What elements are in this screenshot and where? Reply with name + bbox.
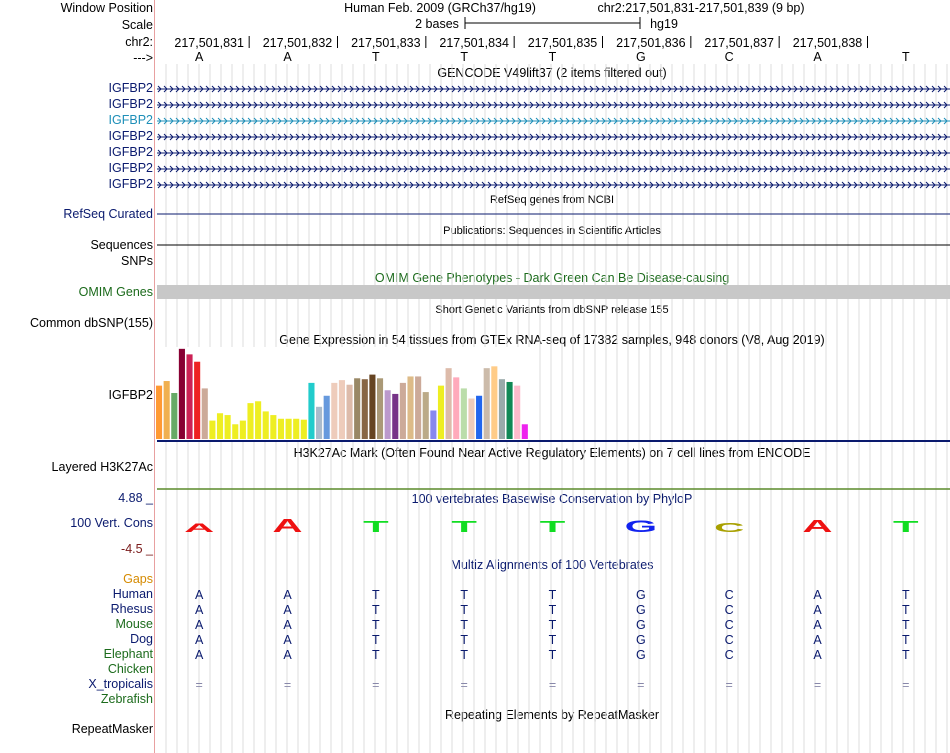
- alignment-base: T: [460, 588, 468, 602]
- strand-arrow-label: --->: [133, 51, 153, 65]
- alignment-base: A: [813, 618, 822, 632]
- ruler-label: 217,501,833: [351, 36, 421, 50]
- gtex-title: Gene Expression in 54 tissues from GTEx RNA-seq of 17382 samples, 948 donors (V8, Aug 2019): [279, 333, 825, 347]
- alignment-base: G: [635, 648, 646, 662]
- gtex-bar: [407, 376, 413, 439]
- species-label[interactable]: Dog: [130, 632, 153, 646]
- alignment-base: C: [724, 633, 734, 647]
- gencode-gene-arrows: [158, 150, 947, 156]
- gtex-bar: [217, 413, 223, 439]
- ruler-label: 217,501,836: [616, 36, 686, 50]
- gtex-bar: [476, 396, 482, 439]
- repeatmasker-title: Repeating Elements by RepeatMasker: [444, 708, 660, 722]
- base-letter: T: [372, 50, 380, 64]
- alignment-base: =: [902, 678, 910, 692]
- conservation-letter: T: [451, 517, 477, 536]
- alignment-base: T: [902, 648, 910, 662]
- dbsnp-title: Short Genetic Variants from dbSNP release 155: [435, 304, 669, 316]
- gtex-bar: [308, 383, 314, 439]
- gencode-gene-arrows: [158, 102, 947, 108]
- alignment-base: T: [548, 603, 557, 617]
- alignment-base: T: [460, 633, 468, 647]
- gtex-bar: [400, 383, 406, 439]
- alignment-base: T: [548, 648, 557, 662]
- gtex-bar: [446, 368, 452, 439]
- alignment-base: T: [902, 603, 910, 617]
- gtex-bar: [324, 396, 330, 439]
- multiz-title: Multiz Alignments of 100 Vertebrates: [450, 558, 654, 572]
- gtex-bg: [156, 347, 536, 441]
- gencode-gene-label[interactable]: IGFBP2: [108, 145, 153, 159]
- conservation-letter: G: [624, 516, 658, 536]
- alignment-base: =: [195, 678, 203, 692]
- alignment-base: A: [283, 618, 292, 632]
- alignment-base: =: [637, 678, 645, 692]
- h3k27ac-label[interactable]: Layered H3K27Ac: [51, 460, 153, 474]
- gtex-bar: [301, 420, 307, 439]
- alignment-base: A: [283, 603, 292, 617]
- gencode-gene-label[interactable]: IGFBP2: [108, 97, 153, 111]
- gtex-bar: [484, 368, 490, 439]
- gtex-bar: [270, 415, 276, 439]
- alignment-base: =: [460, 678, 468, 692]
- alignment-base: T: [372, 588, 380, 602]
- alignment-base: T: [460, 648, 468, 662]
- gtex-bar: [316, 407, 322, 439]
- gtex-bar: [164, 381, 170, 439]
- conservation-letter: T: [363, 517, 389, 536]
- cons-min-label: -4.5 _: [121, 542, 153, 556]
- conservation-letter: C: [714, 520, 745, 535]
- scale-db-text: hg19: [650, 17, 678, 31]
- species-label[interactable]: Chicken: [107, 662, 153, 676]
- alignment-base: T: [372, 618, 380, 632]
- gtex-bar: [293, 419, 299, 439]
- gencode-gene-label[interactable]: IGFBP2: [108, 81, 153, 95]
- gtex-bar: [438, 386, 444, 439]
- alignment-base: A: [813, 588, 822, 602]
- ruler-label: 217,501,834: [439, 36, 509, 50]
- position-text: chr2:217,501,831-217,501,839 (9 bp): [597, 1, 805, 15]
- gtex-bar: [331, 383, 337, 439]
- alignment-base: A: [194, 633, 204, 647]
- base-letter: T: [902, 50, 910, 64]
- gtex-bar: [194, 362, 200, 439]
- alignment-base: A: [813, 633, 822, 647]
- gtex-bar: [522, 424, 528, 439]
- alignment-base: G: [635, 633, 646, 647]
- gencode-gene-label[interactable]: IGFBP2: [108, 161, 153, 175]
- omim-label[interactable]: OMIM Genes: [78, 285, 153, 299]
- gencode-gene-label[interactable]: IGFBP2: [108, 113, 153, 127]
- gtex-bar: [156, 386, 162, 439]
- gencode-gene-arrows: [158, 134, 947, 140]
- ruler-label: 217,501,837: [704, 36, 774, 50]
- gtex-bar: [232, 424, 238, 439]
- cons-max-label: 4.88 _: [118, 491, 153, 505]
- gencode-gene-arrows: [158, 118, 947, 124]
- gtex-bar: [468, 399, 474, 439]
- gtex-bar: [225, 415, 231, 439]
- gtex-bar: [186, 354, 192, 439]
- gtex-bar: [286, 419, 292, 439]
- gtex-bar: [377, 378, 383, 439]
- phylop-title: 100 vertebrates Basewise Conservation by PhyloP: [411, 492, 693, 506]
- alignment-base: =: [283, 678, 292, 692]
- window-position-label: Window Position: [60, 1, 153, 15]
- alignment-base: A: [194, 603, 204, 617]
- gtex-bar: [499, 379, 505, 439]
- alignment-base: T: [902, 633, 910, 647]
- gencode-gene-label[interactable]: IGFBP2: [108, 129, 153, 143]
- base-letter: A: [283, 50, 292, 64]
- scale-label: Scale: [121, 18, 153, 32]
- base-letter: T: [460, 50, 468, 64]
- alignment-base: A: [813, 603, 822, 617]
- gtex-bar: [209, 421, 215, 439]
- ruler-label: 217,501,835: [527, 36, 598, 50]
- chr-label: chr2:: [125, 35, 153, 49]
- species-label[interactable]: Zebrafish: [100, 692, 153, 706]
- gtex-bar: [263, 411, 269, 439]
- alignment-base: T: [548, 588, 557, 602]
- alignment-base: =: [725, 678, 733, 692]
- gencode-gene-arrows: [158, 182, 947, 188]
- gtex-bar: [415, 376, 421, 439]
- dbsnp-label[interactable]: Common dbSNP(155): [30, 316, 153, 330]
- scale-bases-text: 2 bases: [415, 17, 459, 31]
- gtex-bar: [385, 390, 391, 439]
- alignment-base: T: [372, 603, 380, 617]
- alignment-base: =: [813, 678, 822, 692]
- gtex-bar: [255, 401, 261, 439]
- gtex-bar: [430, 410, 436, 439]
- repeatmasker-label[interactable]: RepeatMasker: [71, 722, 153, 736]
- assembly-text: Human Feb. 2009 (GRCh37/hg19): [344, 1, 536, 15]
- gtex-bar: [347, 385, 353, 439]
- alignment-base: G: [635, 618, 646, 632]
- h3k27ac-title: H3K27Ac Mark (Often Found Near Active Regulatory Elements) on 7 cell lines from ENCODE: [293, 446, 811, 460]
- alignment-base: A: [194, 648, 204, 662]
- alignment-base: T: [548, 618, 557, 632]
- ruler-label: 217,501,832: [262, 36, 333, 50]
- base-letter: G: [635, 50, 646, 64]
- gtex-bar: [392, 394, 398, 439]
- alignment-base: T: [460, 618, 468, 632]
- conservation-letter: T: [893, 517, 919, 536]
- alignment-base: =: [372, 678, 380, 692]
- alignment-base: T: [902, 588, 910, 602]
- alignment-base: T: [372, 633, 380, 647]
- alignment-base: A: [813, 648, 822, 662]
- gtex-bar: [179, 349, 185, 439]
- alignment-base: G: [635, 588, 646, 602]
- conservation-letter: A: [272, 515, 303, 537]
- gtex-bar: [453, 377, 459, 439]
- alignment-base: G: [635, 603, 646, 617]
- snps-label[interactable]: SNPs: [121, 254, 153, 268]
- gtex-bar: [354, 378, 360, 439]
- alignment-base: =: [548, 678, 557, 692]
- species-label[interactable]: Human: [112, 587, 153, 601]
- gtex-bar: [240, 421, 246, 439]
- alignment-base: C: [724, 603, 734, 617]
- omim-title: OMIM Gene Phenotypes - Dark Green Can Be Disease-causing: [374, 271, 730, 285]
- alignment-base: C: [724, 588, 734, 602]
- publications-title: Publications: Sequences in Scientific Articles: [443, 225, 661, 237]
- gtex-bar: [491, 366, 497, 439]
- alignment-base: A: [194, 618, 204, 632]
- alignment-base: C: [724, 648, 734, 662]
- gencode-gene-label[interactable]: IGFBP2: [108, 177, 153, 191]
- gencode-gene-arrows: [158, 86, 947, 92]
- omim-bar: [157, 285, 950, 299]
- gtex-bar: [202, 388, 208, 439]
- gtex-bar: [423, 392, 429, 439]
- gtex-bar: [171, 393, 177, 439]
- alignment-base: A: [194, 588, 204, 602]
- alignment-base: T: [372, 648, 380, 662]
- base-letter: C: [724, 50, 734, 64]
- alignment-base: A: [283, 633, 292, 647]
- conservation-letter: T: [539, 517, 566, 536]
- sequences-label[interactable]: Sequences: [90, 238, 153, 252]
- gtex-bar: [461, 388, 467, 439]
- conservation-letter: A: [184, 520, 215, 535]
- gtex-gene-label[interactable]: IGFBP2: [108, 388, 153, 402]
- gtex-bar: [514, 386, 520, 439]
- species-label[interactable]: X_tropicalis: [88, 677, 153, 691]
- ruler-label: 217,501,831: [174, 36, 244, 50]
- conservation-letter: A: [802, 516, 833, 536]
- alignment-base: A: [283, 648, 292, 662]
- base-letter: A: [194, 50, 204, 64]
- alignment-base: C: [724, 618, 734, 632]
- alignment-base: T: [460, 603, 468, 617]
- gencode-gene-arrows: [158, 166, 947, 172]
- alignment-base: A: [283, 588, 292, 602]
- gtex-bar: [369, 375, 375, 439]
- alignment-base: T: [902, 618, 910, 632]
- alignment-base: T: [548, 633, 557, 647]
- gencode-title: GENCODE V49lift37 (2 items filtered out): [437, 66, 667, 80]
- species-label[interactable]: Rhesus: [110, 602, 153, 616]
- gtex-bar: [507, 382, 513, 439]
- gtex-bar: [247, 403, 253, 439]
- gtex-bar: [339, 380, 345, 439]
- base-letter: T: [548, 50, 557, 64]
- base-letter: A: [813, 50, 822, 64]
- ruler-label: 217,501,838: [792, 36, 863, 50]
- gtex-bar: [278, 419, 284, 439]
- refseq-title: RefSeq genes from NCBI: [489, 194, 615, 206]
- species-label[interactable]: Gaps: [123, 572, 153, 586]
- cons-label[interactable]: 100 Vert. Cons: [70, 516, 153, 530]
- species-label[interactable]: Elephant: [103, 647, 153, 661]
- species-label[interactable]: Mouse: [115, 617, 153, 631]
- gtex-bar: [362, 379, 368, 439]
- refseq-label[interactable]: RefSeq Curated: [63, 207, 153, 221]
- label-divider: [154, 0, 155, 753]
